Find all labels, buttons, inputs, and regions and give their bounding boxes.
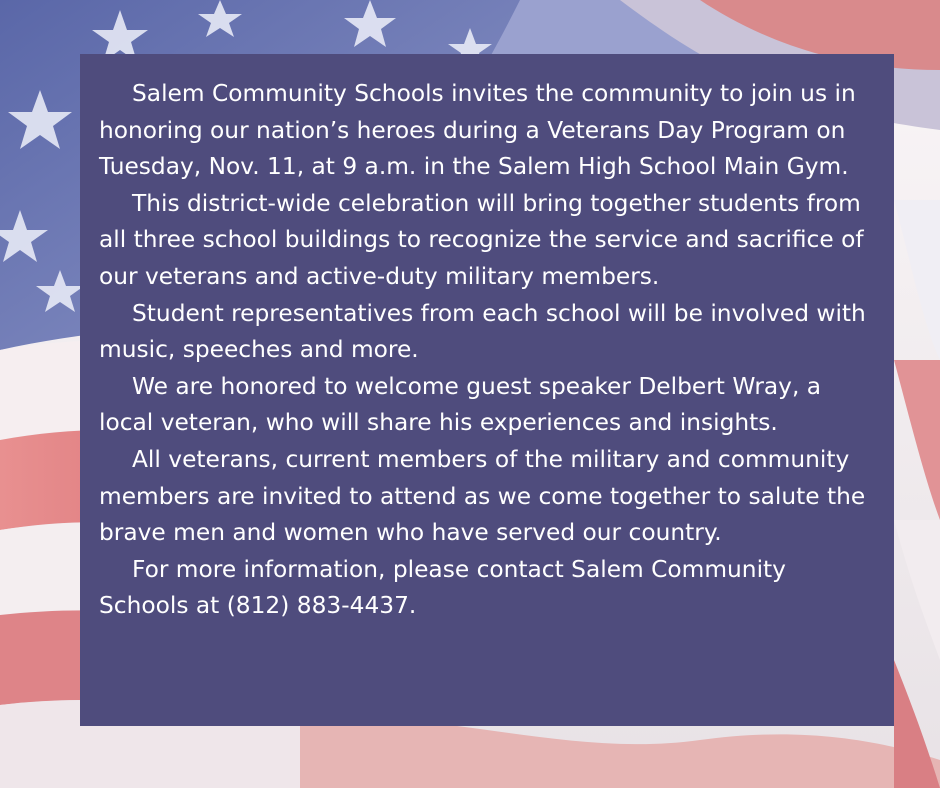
paragraph-guest-speaker: We are honored to welcome guest speaker Delbert Wray, a local veteran, who will share his experiences and insights. bbox=[99, 372, 822, 437]
paragraph-invitation: Salem Community Schools invites the community to join us in honoring our nation’s heroes during a Veterans Day Program on Tuesday, Nov. 11, at 9 a.m. in the Salem High School Main Gym. bbox=[99, 80, 856, 181]
paragraph-student-representatives: Student representatives from each school will be involved with music, speeches and more. bbox=[99, 299, 866, 364]
announcement-panel bbox=[80, 54, 894, 726]
paragraph-attendance: All veterans, current members of the military and community members are invited to attend as we come together to salute the brave men and women who have served our country. bbox=[99, 445, 866, 547]
paragraph-celebration: This district-wide celebration will bring together students from all three school buildings to recognize the service and sacrifice of our veterans and active-duty military members. bbox=[99, 189, 864, 290]
paragraph-contact: For more information, please contact Salem Community Schools at (812) 883-4437. bbox=[99, 555, 786, 620]
